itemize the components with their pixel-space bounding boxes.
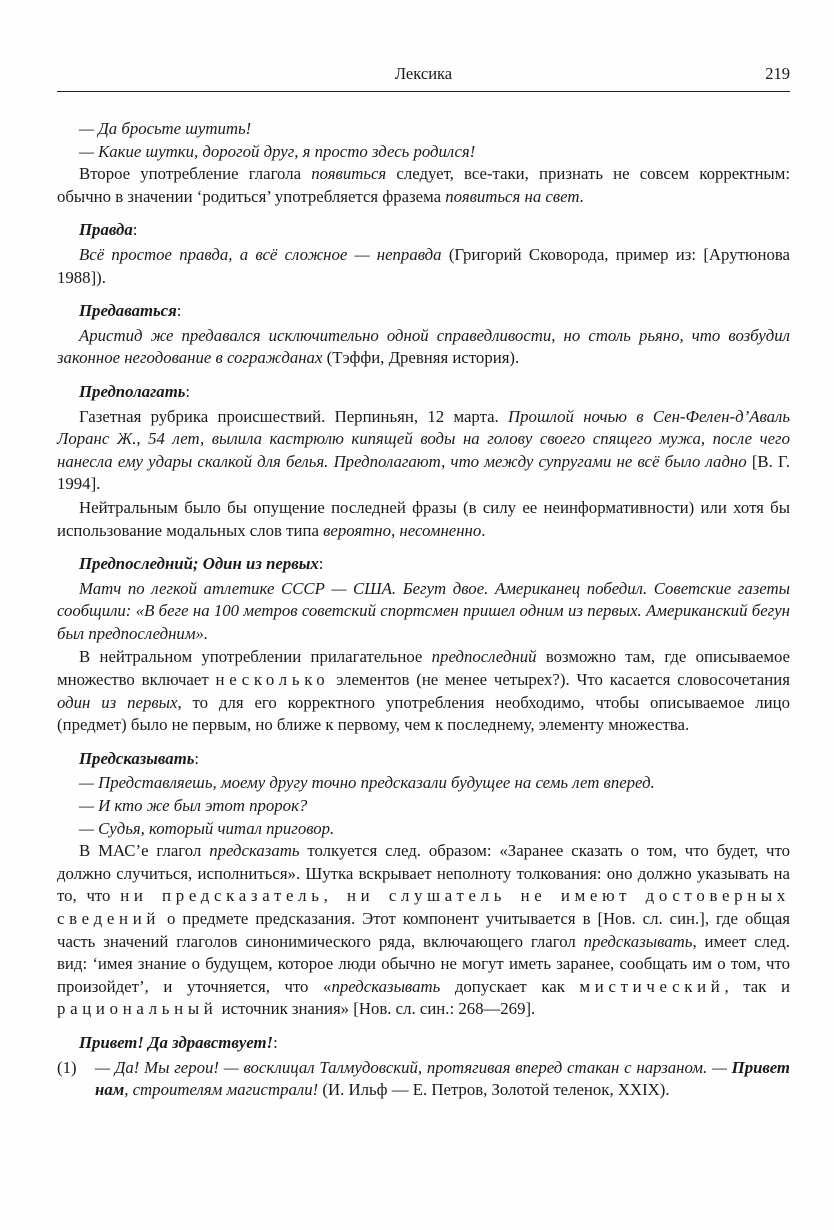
text-segment: предсказать [209,841,300,861]
text-segment: элементов (не менее четырех?). Что касается словосочетания [329,670,790,690]
numbered-example [57,1057,790,1102]
text-segment: : [318,554,324,574]
entry-heading [57,219,790,242]
entry-heading [57,553,790,576]
text-segment: Прошлой ночью в Сен-Фелен-д’Аваль Лоранс Ж., 54 лет, вылила кастрюлю кипящей воды на голову своего спящего мужа, после чего нанесла ему удары скалкой для белья. Предполагают, что между супругами не всё было ладно [57,406,790,471]
text-segment: [В. Г. 1994]. [57,451,791,494]
text-segment: ни предсказатель, ни слушатель не имеют достоверных сведений [57,886,790,928]
text-segment: , строителям магистрали! [124,1080,319,1100]
text-segment: Предаваться [79,301,177,321]
text-segment: — И кто же был этот пророк? [79,796,308,816]
text-segment: : [273,1032,278,1052]
text-segment: несколько [215,670,330,690]
example-paragraph [57,578,790,646]
text-segment: Второе употребление глагола [79,164,312,184]
text-segment: рациональный [57,999,218,1019]
text-segment: о предмете предсказания. Этот компонент учитывается в [Нов. сл. син.], где общая часть значений глаголов синонимического ряда, включающего глагол [57,909,790,951]
text-segment: Предполагать [79,381,186,401]
text-segment: (Григорий Сковорода, пример из: [Арутюнова 1988]). [57,244,790,287]
text-segment: Привет! Да здравствует! [79,1032,274,1052]
dialog-line [57,818,790,841]
text-segment: , то для его корректного употребления необходимо, чтобы описываемое лицо (предмет) было не первым, но ближе к первому, чем к последнему, элементу множества. [57,692,791,735]
text-segment: Матч по легкой атлетике СССР — США. Бегут двое. Американец победил. Советские газеты сообщили: «В беге на 100 метров советский спортсмен пришел одним из первых. Американский бегун был предпоследним». [57,578,790,643]
text-segment: — Какие шутки, дорогой друг, я просто здесь родился! [79,141,476,161]
text-segment: Правда [79,220,133,240]
text-segment: Нейтральным было бы опущение последней фразы (в силу ее неинформативности) или хотя бы использование модальных слов типа [57,497,790,540]
dialog-line [57,118,790,141]
text-segment: вероятно, несомненно [323,520,482,540]
text-segment: (И. Ильф — Е. Петров, Золотой теленок, XXIX). [318,1080,670,1100]
body-paragraph [57,497,790,542]
text-segment: — Судья, который читал приговор. [79,818,335,838]
text-segment: предсказывать [583,931,693,951]
page-content [57,118,790,1102]
example-paragraph [57,325,790,370]
body-paragraph [57,163,790,208]
text-segment: (Тэффи, Древняя история). [322,348,520,368]
body-paragraph [57,646,790,736]
text-segment: . [579,186,584,206]
text-segment: Предпоследний; Один из первых [79,554,319,574]
page-header [57,64,790,86]
text-segment: В нейтральном употреблении прилагательное [79,647,432,667]
dialog-line [57,141,790,164]
text-segment: предпоследний [431,647,537,667]
text-segment: , так и [724,976,790,996]
entry-heading [57,748,790,771]
text-segment: следует, все-таки, признать не совсем корректным: обычно в значении ‘родиться’ употребляется фразема [57,164,790,206]
text-segment: . [481,520,486,540]
text-segment: толкуется след. образом: «Заранее сказать о том, что будет, что должно случиться, исполниться». Шутка вскрывает неполноту толкования: оно должно указывать на то, что [57,841,790,906]
text-segment: Всё простое правда, а всё сложное — неправда [79,244,442,264]
example-number: (1) [57,1057,77,1077]
text-segment: источник знания» [Нов. сл. син.: 268—269]. [217,999,536,1019]
entry-heading [57,1032,790,1055]
entry-heading [57,381,790,404]
text-segment: : [185,381,191,401]
text-segment: один из первых [57,692,178,712]
example-paragraph [57,244,790,289]
text-segment: Газетная рубрика происшествий. Перпиньян, 12 марта. [79,406,509,426]
text-segment: : [176,301,182,321]
header-rule [57,91,790,92]
entry-heading [57,300,790,323]
text-segment: Привет нам [95,1057,790,1100]
text-segment: : [194,748,200,768]
text-segment: допускает как [440,976,580,996]
text-segment: , имеет след. вид: ‘имея знание о будущем, которое люди обычно не могут иметь заранее, сообщать им о том, что произойдет’, и уточняется, что « [57,931,790,996]
text-segment: В МАС’е глагол [79,841,210,861]
dialog-line [57,795,790,818]
text-segment: возможно там, где описываемое множество включает [57,647,790,690]
text-segment: — Представляешь, моему другу точно предсказали будущее на семь лет вперед. [79,773,655,793]
text-segment: Предсказывать [79,748,195,768]
running-title: Лексика [394,64,453,83]
example-text [95,1057,790,1102]
text-segment: предсказывать [331,976,441,996]
text-segment: Аристид же предавался исключительно одной справедливости, но столь рьяно, что возбудил законное негодование в согражданах [57,325,790,368]
dialog-line [57,772,790,795]
text-segment: — Да бросьте шутить! [79,119,252,138]
text-segment: — Да! Мы герои! — восклицал Талмудовский, протягивая вперед стакан с нарзаном. — [95,1057,732,1077]
text-segment: : [132,220,138,240]
text-segment: появиться [311,164,387,184]
text-segment: мистический [579,976,725,996]
text-segment: появиться на свет [445,186,580,206]
body-paragraph [57,840,790,1021]
example-paragraph [57,406,790,496]
page-number: 219 [765,64,790,83]
